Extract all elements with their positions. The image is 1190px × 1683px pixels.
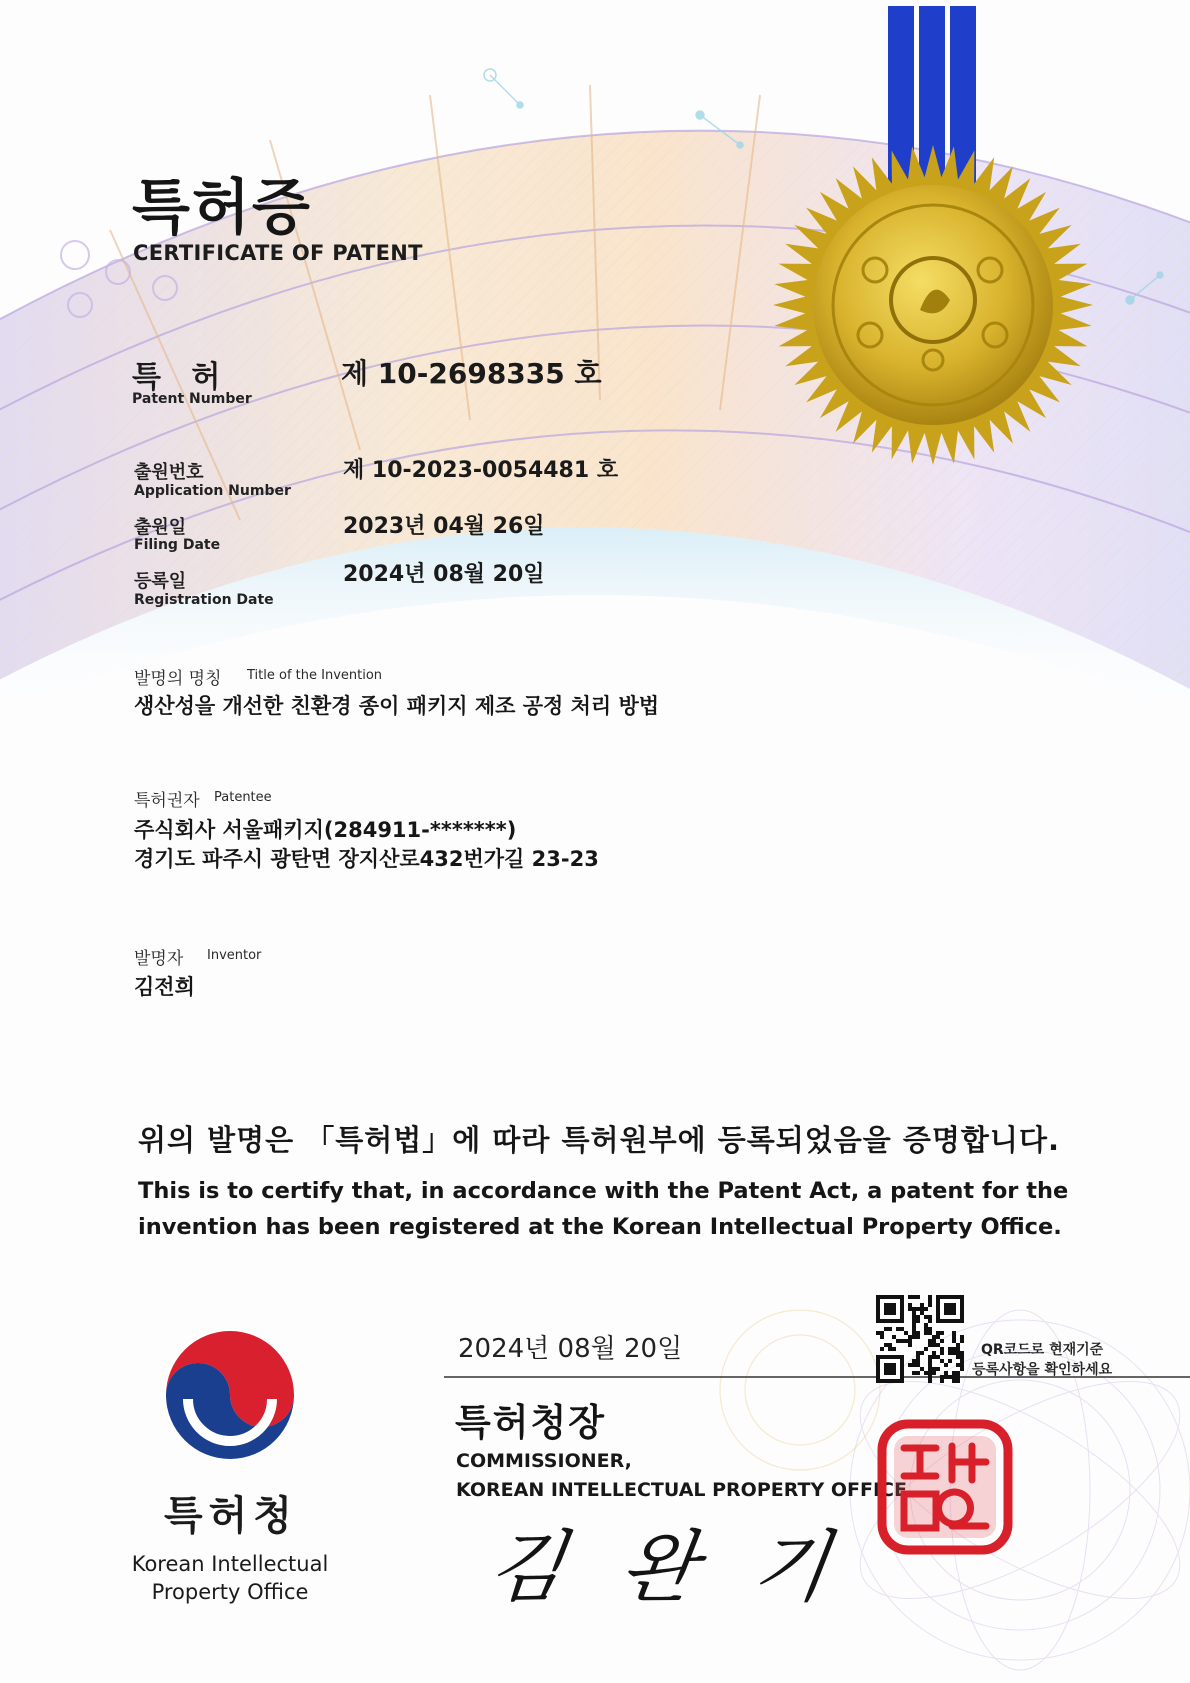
patentee-label-ko: 특허권자 (134, 791, 200, 811)
invention-label-ko: 발명의 명칭 (134, 669, 222, 689)
patent-number-label-en: Patent Number (132, 391, 252, 407)
qr-note (972, 1340, 1112, 1380)
filing-date-label-en: Filing Date (134, 537, 221, 553)
application-number-label-ko: 출원번호 (134, 462, 204, 483)
commissioner-signature: 김 완 기 (482, 1523, 851, 1613)
patent-number-value: 제 10-2698335 호 (341, 357, 602, 390)
invention-title-value: 생산성을 개선한 친환경 종이 패키지 제조 공정 처리 방법 (134, 694, 660, 718)
commissioner-title-en-line1: COMMISSIONER, (456, 1450, 632, 1472)
registration-date-label-ko: 등록일 (134, 571, 187, 592)
inventor-label-en: Inventor (207, 948, 262, 963)
certification-text-en-line1: This is to certify that, in accordance with the Patent Act, a patent for the (138, 1178, 1069, 1204)
commissioner-title-ko: 특허청장 (455, 1401, 606, 1444)
application-number-value: 제 10-2023-0054481 호 (343, 458, 619, 483)
invention-label-en: Title of the Invention (247, 668, 383, 683)
inventor-label-ko: 발명자 (134, 949, 184, 969)
gold-seal (773, 145, 1093, 465)
certification-text-ko: 위의 발명은 「특허법」에 따라 특허원부에 등록되었음을 증명합니다. (138, 1123, 1060, 1157)
filing-date-label-ko: 출원일 (134, 517, 187, 538)
certificate-title-ko: 특허증 (132, 173, 312, 243)
official-red-seal-icon (876, 1418, 1014, 1556)
registration-date-value: 2024년 08월 20일 (343, 562, 545, 587)
patentee-address: 경기도 파주시 광탄면 장지산로432번가길 23-23 (134, 847, 599, 871)
application-number-label-en: Application Number (134, 483, 291, 499)
qr-note-line1: QR코드로 현재기준 (980, 1342, 1104, 1358)
certification-text-en-line2: invention has been registered at the Korean Intellectual Property Office. (138, 1214, 1062, 1240)
kipo-name-en: Korean Intellectual Property Office (131, 1552, 329, 1604)
kipo-taegeuk-logo-icon (158, 1325, 303, 1465)
patent-number-label-ko: 특 허 (132, 360, 231, 395)
certification-text-en (138, 1173, 1068, 1245)
filing-date-value: 2023년 04월 26일 (343, 514, 545, 539)
qr-code-icon[interactable] (876, 1295, 964, 1383)
inventor-name: 김전희 (134, 975, 195, 999)
patentee-label-en: Patentee (214, 790, 272, 805)
commissioner-title-en (456, 1447, 907, 1505)
patentee-name: 주식회사 서울패키지(284911-*******) (134, 818, 517, 842)
certificate-title-en: CERTIFICATE OF PATENT (133, 241, 423, 265)
kipo-name-ko: 특허청 (164, 1493, 298, 1539)
commissioner-title-en-line2: KOREAN INTELLECTUAL PROPERTY OFFICE (456, 1479, 907, 1501)
registration-date-label-en: Registration Date (134, 592, 274, 608)
issue-date: 2024년 08월 20일 (458, 1334, 683, 1364)
qr-note-line2: 등록사항을 확인하세요 (972, 1362, 1113, 1378)
